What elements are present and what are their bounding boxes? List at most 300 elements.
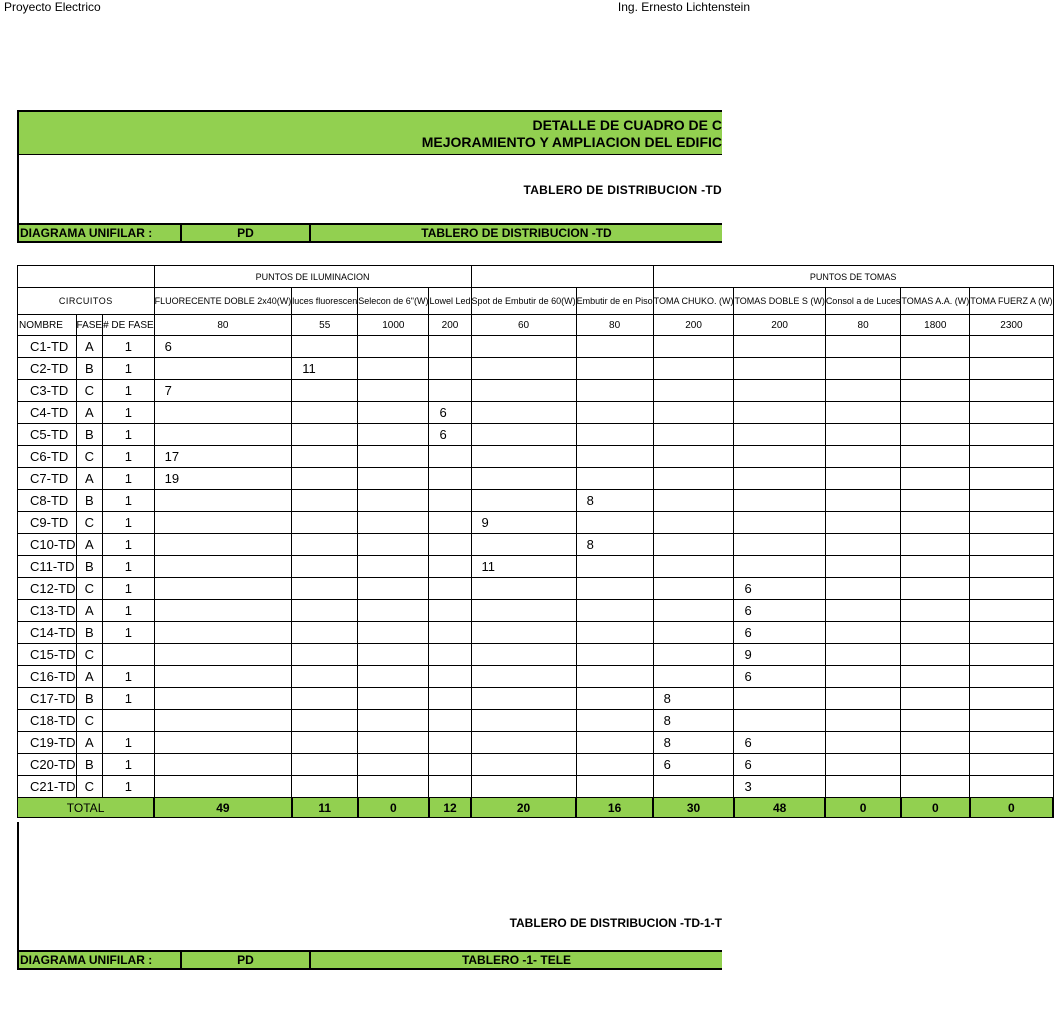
total-value: 12 [429,798,471,818]
board2-title-block [17,822,722,950]
circuit-value-cell: 9 [734,644,825,666]
watt-cell: 60 [471,315,576,336]
circuit-value-cell [292,336,358,358]
diagram-bar [17,223,722,243]
circuit-value-cell [429,600,471,622]
circuit-fase: B [76,688,103,710]
circuit-value-cell [901,446,970,468]
circuit-num-fase: 1 [103,622,155,644]
circuit-value-cell [970,666,1053,688]
circuit-value-cell [734,534,825,556]
circuit-name: C8-TD [18,490,77,512]
circuit-value-cell: 6 [653,754,734,776]
circuit-name: C20-TD [18,754,77,776]
watt-cell: 80 [576,315,653,336]
circuit-name: C13-TD [18,600,77,622]
circuit-value-cell [901,578,970,600]
circuit-value-cell [154,754,292,776]
circuit-value-cell [429,380,471,402]
diagram-code: PD [182,225,311,241]
circuit-value-cell [970,468,1053,490]
circuit-value-cell [734,710,825,732]
circuit-value-cell [825,468,901,490]
circuit-name: C11-TD [18,556,77,578]
sub-header-cell: Embutir de en Piso [576,288,653,315]
circuit-value-cell [471,666,576,688]
circuit-fase: C [76,776,103,798]
table-row [18,556,1054,578]
sub-header-cell: Consol a de Luces [825,288,901,315]
circuit-fase: B [76,622,103,644]
title-line-1: DETALLE DE CUADRO DE C [532,117,722,133]
circuit-value-cell [292,468,358,490]
circuit-value-cell [429,468,471,490]
circuit-num-fase: 1 [103,754,155,776]
circuit-num-fase: 1 [103,358,155,380]
circuit-value-cell [970,600,1053,622]
circuit-value-cell [154,622,292,644]
watt-cell: 2300 [970,315,1053,336]
circuit-value-cell [576,424,653,446]
circuit-num-fase: 1 [103,600,155,622]
title-line-2: MEJORAMIENTO Y AMPLIACION DEL EDIFIC [421,134,722,150]
circuit-value-cell [471,600,576,622]
circuit-fase: C [76,710,103,732]
table-row [18,380,1054,402]
circuit-fase: A [76,600,103,622]
circuit-value-cell [653,468,734,490]
total-row [18,798,1054,818]
circuit-value-cell [471,688,576,710]
board-title: TABLERO DE DISTRIBUCION -TD [523,183,722,197]
watt-cell: 55 [292,315,358,336]
circuit-value-cell [825,732,901,754]
circuit-value-cell [154,512,292,534]
circuit-value-cell [292,490,358,512]
circuit-value-cell [471,710,576,732]
circuit-value-cell [970,490,1053,512]
circuit-value-cell [429,512,471,534]
sub-header-cell: TOMAS A.A. (W) [901,288,970,315]
circuit-value-cell [576,600,653,622]
col-num-fase: # DE FASE [103,315,155,336]
circuit-value-cell [734,446,825,468]
circuit-name: C6-TD [18,446,77,468]
circuit-value-cell [358,578,429,600]
circuit-value-cell [734,358,825,380]
circuit-value-cell [901,776,970,798]
circuit-value-cell [292,380,358,402]
circuit-num-fase: 1 [103,556,155,578]
table-row [18,490,1054,512]
circuit-value-cell [429,776,471,798]
table-row [18,578,1054,600]
circuit-name: C9-TD [18,512,77,534]
circuit-value-cell [825,622,901,644]
circuit-num-fase: 1 [103,336,155,358]
col-nombre: NOMBRE [18,315,77,336]
circuit-value-cell [292,512,358,534]
circuit-value-cell [901,710,970,732]
watt-cell: 80 [825,315,901,336]
circuit-value-cell [970,688,1053,710]
circuit-value-cell [653,644,734,666]
circuit-value-cell [471,490,576,512]
circuit-value-cell [576,776,653,798]
total-value: 30 [653,798,734,818]
circuit-value-cell: 19 [154,468,292,490]
circuit-value-cell [901,666,970,688]
circuit-value-cell [825,754,901,776]
circuit-value-cell [429,644,471,666]
circuit-value-cell [901,732,970,754]
circuit-value-cell [734,556,825,578]
sub-header-cell: TOMA FUERZ A (W) [970,288,1053,315]
circuit-name: C19-TD [18,732,77,754]
circuit-value-cell [653,490,734,512]
circuit-value-cell [653,380,734,402]
circuit-value-cell [292,710,358,732]
circuit-value-cell [825,402,901,424]
circuit-value-cell [358,556,429,578]
circuit-value-cell [292,446,358,468]
circuit-value-cell [358,622,429,644]
circuit-value-cell [358,336,429,358]
circuit-value-cell [970,446,1053,468]
watt-cell: 200 [734,315,825,336]
circuit-value-cell [576,556,653,578]
circuit-value-cell [471,534,576,556]
group-header-row [18,266,1054,288]
sub-header-row [18,288,1054,315]
diagram2-code: PD [182,952,311,968]
circuit-value-cell [471,402,576,424]
circuit-value-cell [154,688,292,710]
group-iluminacion: PUNTOS DE ILUMINACION [154,266,471,288]
circuit-num-fase: 1 [103,424,155,446]
circuit-value-cell [358,402,429,424]
table-row [18,446,1054,468]
circuit-value-cell [734,336,825,358]
circuit-value-cell [901,512,970,534]
circuit-value-cell [825,556,901,578]
circuit-num-fase: 1 [103,578,155,600]
circuit-value-cell [292,644,358,666]
circuit-fase: B [76,556,103,578]
circuit-value-cell: 6 [734,578,825,600]
circuit-value-cell [970,776,1053,798]
circuit-value-cell: 9 [471,512,576,534]
table-row [18,622,1054,644]
circuit-value-cell [825,688,901,710]
circuit-value-cell [292,424,358,446]
circuit-value-cell [576,380,653,402]
circuit-table [17,265,1054,818]
circuit-name: C17-TD [18,688,77,710]
circuit-value-cell [576,732,653,754]
total-value: 11 [292,798,358,818]
watt-cell: 1800 [901,315,970,336]
circuit-value-cell: 8 [653,732,734,754]
circuit-value-cell [358,512,429,534]
circuit-value-cell [358,644,429,666]
circuit-value-cell [734,490,825,512]
circuit-value-cell [576,336,653,358]
circuit-value-cell [653,600,734,622]
table-row [18,358,1054,380]
circuit-value-cell [358,600,429,622]
sub-header-cell: Spot de Embutir de 60(W) [471,288,576,315]
circuit-value-cell [825,578,901,600]
circuit-value-cell [292,402,358,424]
circuit-value-cell [154,600,292,622]
circuit-value-cell [292,754,358,776]
circuit-value-cell [358,776,429,798]
circuit-value-cell [653,556,734,578]
circuit-value-cell [653,512,734,534]
circuit-value-cell [825,512,901,534]
table-row [18,666,1054,688]
circuit-value-cell [576,358,653,380]
circuit-value-cell [734,402,825,424]
table-row [18,402,1054,424]
table-row [18,424,1054,446]
table-row [18,512,1054,534]
circuit-value-cell [653,534,734,556]
circuit-value-cell [901,336,970,358]
diagram2-label: DIAGRAMA UNIFILAR : [19,952,182,968]
circuit-value-cell [970,534,1053,556]
circuit-value-cell [358,732,429,754]
diagram-bar-2 [17,950,722,970]
circuit-value-cell [471,622,576,644]
circuit-value-cell: 6 [734,600,825,622]
sub-header-cell: luces fluorescen [292,288,358,315]
circuit-value-cell [358,424,429,446]
circuit-value-cell [292,776,358,798]
circuit-value-cell [901,622,970,644]
circuit-value-cell [429,622,471,644]
circuit-value-cell: 7 [154,380,292,402]
circuit-value-cell [576,446,653,468]
circuit-value-cell [358,468,429,490]
circuit-value-cell [292,732,358,754]
circuit-value-cell [576,688,653,710]
table-row [18,776,1054,798]
circuit-value-cell [358,710,429,732]
circuit-value-cell [429,534,471,556]
circuit-value-cell [825,336,901,358]
circuit-value-cell [429,336,471,358]
circuit-value-cell [970,336,1053,358]
watt-cell: 200 [653,315,734,336]
circuit-value-cell [154,710,292,732]
circuit-value-cell [292,688,358,710]
circuit-value-cell [901,600,970,622]
total-value: 16 [576,798,653,818]
diagram2-name: TABLERO -1- TELE [461,953,572,967]
circuit-value-cell [471,754,576,776]
group-tomas: PUNTOS DE TOMAS [653,266,1053,288]
circuit-value-cell [429,710,471,732]
sub-header-cell: Selecon de 6"(W) [358,288,429,315]
circuit-num-fase: 1 [103,490,155,512]
blank-header-cell [18,266,155,288]
circuit-value-cell [154,732,292,754]
circuit-value-cell [358,358,429,380]
circuit-value-cell [429,490,471,512]
circuit-value-cell [825,358,901,380]
circuit-name: C3-TD [18,380,77,402]
circuit-value-cell [970,754,1053,776]
circuit-name: C16-TD [18,666,77,688]
circuit-value-cell [429,666,471,688]
circuit-value-cell [292,534,358,556]
circuit-value-cell [734,688,825,710]
circuit-value-cell: 3 [734,776,825,798]
sub-header-cell: FLUORECENTE DOBLE 2x40(W) [154,288,292,315]
circuit-value-cell [358,688,429,710]
circuit-value-cell: 6 [734,666,825,688]
sub-header-cell: Lowel Led [429,288,471,315]
circuit-num-fase: 1 [103,468,155,490]
circuit-value-cell [358,446,429,468]
circuit-value-cell [471,380,576,402]
circuit-fase: B [76,358,103,380]
watt-cell: 1000 [358,315,429,336]
circuit-value-cell [901,468,970,490]
circuit-value-cell [358,666,429,688]
header-project: Proyecto Electrico [4,0,101,14]
diagram-name: TABLERO DE DISTRIBUCION -TD [421,226,612,240]
circuit-name: C5-TD [18,424,77,446]
total-value: 0 [901,798,970,818]
circuit-fase: C [76,578,103,600]
title-block [17,110,722,155]
circuit-value-cell [358,534,429,556]
circuit-value-cell [901,644,970,666]
circuit-value-cell [429,754,471,776]
circuit-num-fase: 1 [103,666,155,688]
circuit-fase: A [76,468,103,490]
table-row [18,534,1054,556]
watt-cell: 80 [154,315,292,336]
circuit-value-cell [734,512,825,534]
table-row [18,468,1054,490]
circuit-value-cell [471,424,576,446]
circuit-fase: A [76,402,103,424]
sub-header-cell: TOMAS DOBLE S (W) [734,288,825,315]
circuit-fase: A [76,732,103,754]
col-fase: FASE [76,315,103,336]
circuit-value-cell [471,776,576,798]
circuit-value-cell [292,556,358,578]
circuit-value-cell [154,776,292,798]
circuit-value-cell [653,776,734,798]
circuit-value-cell: 6 [734,754,825,776]
circuit-name: C15-TD [18,644,77,666]
circuit-fase: A [76,534,103,556]
circuit-value-cell [429,556,471,578]
circuit-num-fase: 1 [103,534,155,556]
board-title-block [17,155,722,223]
circuit-value-cell [825,534,901,556]
table-row [18,336,1054,358]
circuit-value-cell [154,534,292,556]
circuit-value-cell [653,358,734,380]
table-row [18,600,1054,622]
circuit-value-cell [734,424,825,446]
circuit-num-fase [103,644,155,666]
circuit-name: C4-TD [18,402,77,424]
circuit-value-cell [292,578,358,600]
total-value: 0 [970,798,1053,818]
circuit-value-cell [358,490,429,512]
circuit-fase: C [76,446,103,468]
circuit-value-cell: 17 [154,446,292,468]
circuit-value-cell [970,358,1053,380]
circuit-value-cell: 11 [471,556,576,578]
circuit-value-cell [901,380,970,402]
circuit-value-cell [825,776,901,798]
circuit-fase: C [76,644,103,666]
circuit-value-cell [576,402,653,424]
circuit-value-cell [825,424,901,446]
circuit-value-cell [154,644,292,666]
circuit-value-cell [653,622,734,644]
circuit-value-cell [154,424,292,446]
circuit-value-cell [970,578,1053,600]
circuit-value-cell: 8 [653,710,734,732]
board2-title: TABLERO DE DISTRIBUCION -TD-1-T [509,916,722,930]
circuit-name: C21-TD [18,776,77,798]
circuit-value-cell [576,644,653,666]
circuit-fase: B [76,424,103,446]
circuit-value-cell [653,666,734,688]
circuit-num-fase: 1 [103,380,155,402]
circuit-value-cell [970,622,1053,644]
watt-cell: 200 [429,315,471,336]
table-row [18,732,1054,754]
circuit-value-cell [471,446,576,468]
total-value: 48 [734,798,825,818]
circuit-value-cell [154,578,292,600]
circuit-value-cell: 6 [429,424,471,446]
circuit-value-cell [901,754,970,776]
total-value: 20 [471,798,576,818]
circuit-value-cell [734,468,825,490]
circuit-value-cell [358,754,429,776]
circuit-value-cell: 8 [653,688,734,710]
circuit-value-cell [576,666,653,688]
circuit-value-cell [825,666,901,688]
circuit-value-cell [653,424,734,446]
circuit-fase: A [76,336,103,358]
circuit-value-cell [471,358,576,380]
circuit-value-cell [901,534,970,556]
circuit-value-cell [429,688,471,710]
circuit-value-cell [970,424,1053,446]
circuit-fase: B [76,490,103,512]
table-row [18,710,1054,732]
circuit-fase: C [76,380,103,402]
circuit-value-cell [901,424,970,446]
circuit-value-cell: 8 [576,534,653,556]
circuit-fase: A [76,666,103,688]
circuit-name: C12-TD [18,578,77,600]
circuit-num-fase: 1 [103,732,155,754]
circuit-value-cell [292,666,358,688]
